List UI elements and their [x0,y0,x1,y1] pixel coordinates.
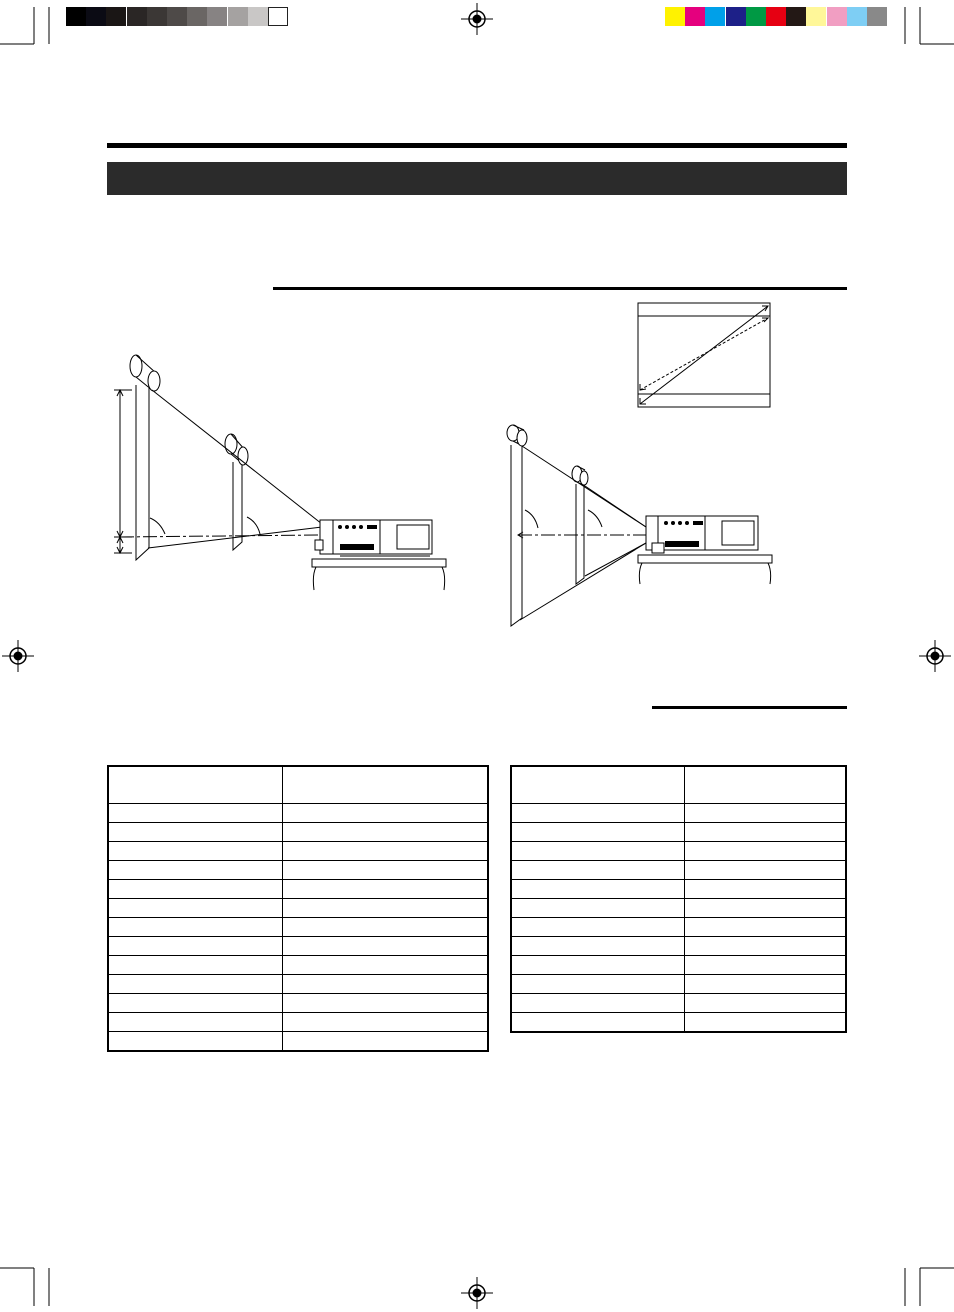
grayscale-swatch [167,7,187,26]
table-row [511,880,846,899]
registration-mark-top [461,3,493,35]
table-cell [511,766,685,804]
table-row [511,975,846,994]
subsection-rule [273,287,847,290]
table-cell [511,956,685,975]
grayscale-swatch [147,7,167,26]
color-swatch [766,7,786,26]
grayscale-swatch [127,7,147,26]
table-cell [108,994,282,1013]
table-row [108,880,488,899]
table-row [108,861,488,880]
table-cell [685,880,846,899]
registration-mark-right [919,640,951,672]
screen-roll-small [225,434,237,454]
grayscale-swatch [86,7,106,26]
table-header-row [511,766,846,804]
table-cell [685,994,846,1013]
table-cell [282,1013,488,1032]
table-cell [282,823,488,842]
header-rule [107,143,847,148]
registration-mark-left [2,640,34,672]
table-cell [511,842,685,861]
screen-frame-diagram [638,303,770,407]
table-cell [685,804,846,823]
color-swatch [827,7,847,26]
color-swatch [665,7,685,26]
color-swatch [847,7,867,26]
grayscale-swatch [187,7,207,26]
table-row [108,937,488,956]
crop-mark-top-left [0,7,49,44]
color-swatch [685,7,705,26]
table-row [108,804,488,823]
grayscale-swatch [248,7,268,26]
color-swatch [726,7,746,26]
table-row [511,956,846,975]
top-view-illustration [507,425,772,626]
table-cell [282,804,488,823]
table-section-rule [652,706,847,709]
table-row [511,994,846,1013]
section-title-bar [107,162,847,195]
table-cell [108,804,282,823]
table-row [511,804,846,823]
crop-mark-top-right [905,7,954,44]
table-cell [511,880,685,899]
color-swatch [746,7,766,26]
table-cell [511,994,685,1013]
table-cell [282,1032,488,1052]
table-cell [108,842,282,861]
table-cell [282,994,488,1013]
table-cell [282,880,488,899]
table-cell [282,766,488,804]
table-cell [108,975,282,994]
grayscale-swatch [207,7,227,26]
grayscale-swatch [268,7,288,26]
grayscale-swatch [66,7,86,26]
table-cell [282,956,488,975]
table-cell [685,766,846,804]
table-cell [685,918,846,937]
table-row [511,937,846,956]
table-row [511,823,846,842]
table-cell [685,842,846,861]
registration-mark-bottom [461,1277,493,1309]
table-cell [108,956,282,975]
table-cell [108,1032,282,1052]
table-cell [685,823,846,842]
table-cell [282,975,488,994]
color-swatch [786,7,806,26]
table-row [108,1032,488,1052]
table-row [511,1013,846,1033]
color-swatch [705,7,725,26]
table-left [312,559,446,567]
table-row [108,994,488,1013]
table-cell [511,823,685,842]
table-cell [511,937,685,956]
table-cell [282,861,488,880]
table-cell [511,975,685,994]
table-cell [108,766,282,804]
table-row [511,899,846,918]
table-cell [108,861,282,880]
table-cell [108,899,282,918]
side-view-illustration [114,355,446,590]
table-row [108,899,488,918]
table-row [511,842,846,861]
crop-mark-bottom-right [905,1268,954,1306]
table-row [108,842,488,861]
table-cell [282,918,488,937]
table-row [108,975,488,994]
table-cell [511,804,685,823]
table-cell [108,1013,282,1032]
table-cell [108,823,282,842]
table-cell [108,880,282,899]
table-cell [685,956,846,975]
table-cell [282,937,488,956]
table-cell [511,861,685,880]
table-row [108,918,488,937]
table-left [107,765,489,1052]
table-cell [685,1013,846,1033]
table-cell [282,899,488,918]
table-cell [685,861,846,880]
grayscale-swatch [106,7,126,26]
table-cell [685,975,846,994]
table-cell [511,918,685,937]
table-row [108,1013,488,1032]
table-right [638,555,772,563]
crop-mark-bottom-left [0,1268,49,1306]
table-right [510,765,847,1033]
color-swatch [867,7,887,26]
table-cell [511,1013,685,1033]
table-header-row [108,766,488,804]
grayscale-swatch [228,7,248,26]
table-cell [108,937,282,956]
table-row [108,823,488,842]
table-cell [108,918,282,937]
table-row [511,918,846,937]
table-cell [685,899,846,918]
color-swatch [806,7,826,26]
table-cell [511,899,685,918]
table-row [108,956,488,975]
table-cell [282,842,488,861]
table-cell [685,937,846,956]
table-row [511,861,846,880]
